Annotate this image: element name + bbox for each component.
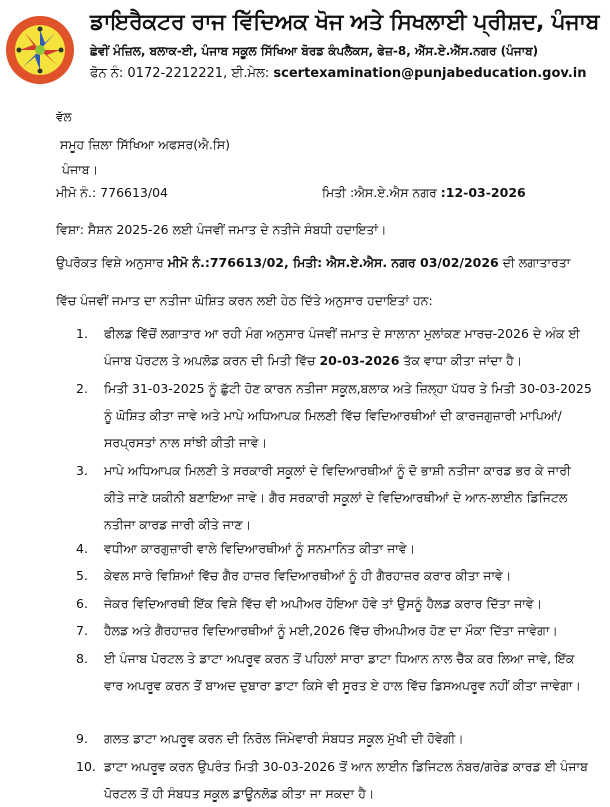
- instruction-item: 5. ਕੇਵਲ ਸਾਰੇ ਵਿਸ਼ਿਆਂ ਵਿੱਚ ਗੈਰ ਹਾਜ਼ਰ ਵਿਦਿਆਰਥੀਆਂ ਨੂੰ ਹੀ ਗੈਰਹਾਜ਼ਰ ਕਰਾਰ ਕੀਤਾ ਜਾਵੇ।: [76, 568, 512, 583]
- phone-number: 0172-2212221,: [127, 66, 228, 81]
- emblem-icon: [15, 25, 65, 75]
- intro-line: ਵਿੱਚ ਪੰਜਵੀਂ ਜਮਾਤ ਦਾ ਨਤੀਜਾ ਘੋਸ਼ਿਤ ਕਰਨ ਲਈ ਹੇਠ ਦਿੱਤੇ ਅਨੁਸਾਰ ਹਦਾਇਤਾਂ ਹਨ:: [56, 293, 433, 308]
- reference-memo: ਮੀਮੋ ਨੰ.:776613/02, ਮਿਤੀ: ਐਸ.ਏ.ਐਸ. ਨਗਰ 03/02/2026: [167, 255, 499, 270]
- reference-suffix: ਦੀ ਲਗਾਤਾਰਤਾ: [502, 255, 571, 270]
- instruction-item: 6. ਜੇਕਰ ਵਿਦਿਆਰਥੀ ਇੱਕ ਵਿਸ਼ੇ ਵਿੱਚ ਵੀ ਅਪੀਅਰ ਹੋਇਆ ਹੋਵੇ ਤਾਂ ਉਸਨੂੰ ਹੈਲਡ ਕਰਾਰ ਦਿੱਤਾ ਜਾਵੇ।: [76, 596, 543, 611]
- letterhead: [90, 8, 604, 81]
- instruction-item: 3. ਮਾਪੇ ਅਧਿਆਪਕ ਮਿਲਣੀ ਤੇ ਸਰਕਾਰੀ ਸਕੂਲਾਂ ਦੇ ਵਿਦਿਆਰਥੀਆਂ ਨੂੰ ਦੋ ਭਾਸ਼ੀ ਨਤੀਜਾ ਕਾਰਡ ਭਰ ਕੇ ਜਾਰੀ ਕੀਤੇ ਜਾਣੇ ਯਕੀਨੀ ਬਣਾਇਆ ਜਾਵੇ। ਗੈਰ ਸਰਕਾਰੀ ਸਕੂਲਾਂ ਦੇ ਵਿਦਿਆਰਥੀਆਂ ਦੇ ਆਨ-ਲਾਈਨ ਡਿਜਿਟਲ ਨਤੀਜਾ ਕਾਰਡ ਜਾਰੀ ਕੀਤੇ ਜਾਣ।: [76, 463, 571, 532]
- contact-line: [90, 66, 604, 81]
- email-label: ਈ.ਮੇਲ:: [231, 66, 270, 81]
- reference-prefix: ਉਪਰੋਕਤ ਵਿਸ਼ੇ ਅਨੁਸਾਰ: [56, 255, 164, 270]
- subject-line: ਵਿਸ਼ਾ: ਸੈਸ਼ਨ 2025-26 ਲਈ ਪੰਜਵੀਂ ਜਮਾਤ ਦੇ ਨਤੀਜੇ ਸੰਬਧੀ ਹਦਾਇਤਾਂ।: [56, 222, 387, 237]
- organization-title: ਡਾਇਰੈਕਟਰ ਰਾਜ ਵਿੱਦਿਅਕ ਖੋਜ ਅਤੇ ਸਿਖਲਾਈ ਪ੍ਰੀਸ਼ਦ, ਪੰਜਾਬ: [90, 10, 600, 35]
- instruction-item: 9. ਗਲਤ ਡਾਟਾ ਅਪਰੂਵ ਕਰਨ ਦੀ ਨਿਰੋਲ ਜਿੰਮੇਵਾਰੀ ਸੰਬਧਤ ਸਕੂਲ ਮੁੱਖੀ ਦੀ ਹੋਵੇਗੀ।: [76, 731, 464, 746]
- instruction-item: 8. ਈ ਪੰਜਾਬ ਪੋਰਟਲ ਤੇ ਡਾਟਾ ਅਪਰੂਵ ਕਰਨ ਤੋਂ ਪਹਿਲਾਂ ਸਾਰਾ ਡਾਟਾ ਧਿਆਨ ਨਾਲ ਚੈੱਕ ਕਰ ਲਿਆ ਜਾਵੇ, ਇੱਕ ਵਾਰ ਅਪਰੂਵ ਕਰਨ ਤੋਂ ਬਾਅਦ ਦੁਬਾਰਾ ਡਾਟਾ ਕਿਸੇ ਵੀ ਸੂਰਤ ਏ ਹਾਲ ਵਿੱਚ ਡਿਸਅਪਰੂਵ ਨਹੀਂ ਕੀਤਾ ਜਾਵੇਗਾ।: [76, 651, 581, 693]
- memo-date-value: :12-03-2026: [440, 185, 526, 200]
- memo-number-value: 776613/04: [100, 185, 169, 200]
- recipient: ਸਮੂਹ ਜ਼ਿਲਾ ਸਿੱਖਿਆ ਅਫਸਰ(ਐ.ਸਿ): [60, 137, 231, 152]
- organization-address: ਛੇਵੀਂ ਮੰਜ਼ਿਲ, ਬਲਾਕ-ਈ, ਪੰਜਾਬ ਸਕੂਲ ਸਿੱਖਿਆ ਬੋਰਡ ਕੰਪਲੈਕਸ, ਫੇਜ਼-8, ਐੱਸ.ਏ.ਐੱਸ.ਨਗਰ (ਪੰਜਾਬ): [90, 44, 539, 58]
- scert-logo: [6, 16, 74, 84]
- to-label: ਵੱਲ: [56, 110, 72, 124]
- instruction-item: 1. ਫੀਲਡ ਵਿੱਚੋਂ ਲਗਾਤਾਰ ਆ ਰਹੀ ਮੰਗ ਅਨੁਸਾਰ ਪੰਜਵੀਂ ਜਮਾਤ ਦੇ ਸਾਲਾਨਾ ਮੁਲਾਂਕਣ ਮਾਰਚ-2026 ਦੇ ਅੰਕ ਈ ਪੰਜਾਬ ਪੋਰਟਲ ਤੇ ਅਪਲੋਡ ਕਰਨ ਦੀ ਮਿਤੀ ਵਿੱਚ 20-03-2026 ਤੱਕ ਵਾਧਾ ਕੀਤਾ ਜਾਂਦਾ ਹੈ।: [76, 326, 581, 368]
- instruction-item: 4. ਵਧੀਆ ਕਾਰਗੁਜ਼ਾਰੀ ਵਾਲੇ ਵਿਦਿਆਰਥੀਆਂ ਨੂੰ ਸਨਮਾਨਿਤ ਕੀਤਾ ਜਾਵੇ।: [76, 541, 416, 556]
- phone-label: ਫੋਨ ਨੰ:: [90, 66, 124, 81]
- instruction-item: 7. ਹੈਲਡ ਅਤੇ ਗੈਰਹਾਜ਼ਰ ਵਿਦਿਆਰਥੀਆਂ ਨੂੰ ਮਈ,2026 ਵਿੱਚ ਰੀਅਪੀਅਰ ਹੋਣ ਦਾ ਮੌਕਾ ਦਿੱਤਾ ਜਾਵੇਗਾ।: [76, 623, 558, 638]
- reference-line: [56, 255, 570, 271]
- memo-date-label: ਮਿਤੀ :ਐਸ.ਏ.ਐਸ ਨਗਰ: [322, 185, 437, 200]
- instruction-item: 2. ਮਿਤੀ 31-03-2025 ਨੂੰ ਛੁੱਟੀ ਹੋਣ ਕਾਰਨ ਨਤੀਜਾ ਸਕੂਲ,ਬਲਾਕ ਅਤੇ ਜ਼ਿਲ੍ਹਾ ਪੱਧਰ ਤੇ ਮਿਤੀ 30-03-2025 ਨੂੰ ਘੋਸ਼ਿਤ ਕੀਤਾ ਜਾਵੇ ਅਤੇ ਮਾਪੇ ਅਧਿਆਪਕ ਮਿਲਣੀ ਵਿੱਚ ਵਿਦਿਆਰਥੀਆਂ ਦੀ ਕਾਰਜਗੁਜ਼ਾਰੀ ਮਾਪਿਆਂ/ਸਰਪ੍ਰਸਤਾਂ ਨਾਲ ਸਾਂਝੀ ਕੀਤੀ ਜਾਵੇ।: [76, 381, 592, 450]
- email-address[interactable]: scertexamination@punjabeducation.gov.in: [273, 66, 587, 81]
- memo-number-label: ਮੀਮੋ ਨੰ.:: [56, 185, 97, 200]
- instruction-item: 10. ਡਾਟਾ ਅਪਰੂਵ ਕਰਨ ਉਪਰੰਤ ਮਿਤੀ 30-03-2026 ਤੋਂ ਆਨ ਲਾਈਨ ਡਿਜਿਟਲ ਨੰਬਰ/ਗਰੇਡ ਕਾਰਡ ਈ ਪੰਜਾਬ ਪੋਰਟਲ ਤੋਂ ਹੀ ਸੰਬਧਤ ਸਕੂਲ ਡਾਊਨਲੋਡ ਕੀਤਾ ਜਾ ਸਕਦਾ ਹੈ।: [76, 759, 588, 801]
- recipient-state: ਪੰਜਾਬ।: [62, 162, 99, 177]
- memo-number: [56, 185, 168, 201]
- memo-date: [322, 185, 526, 201]
